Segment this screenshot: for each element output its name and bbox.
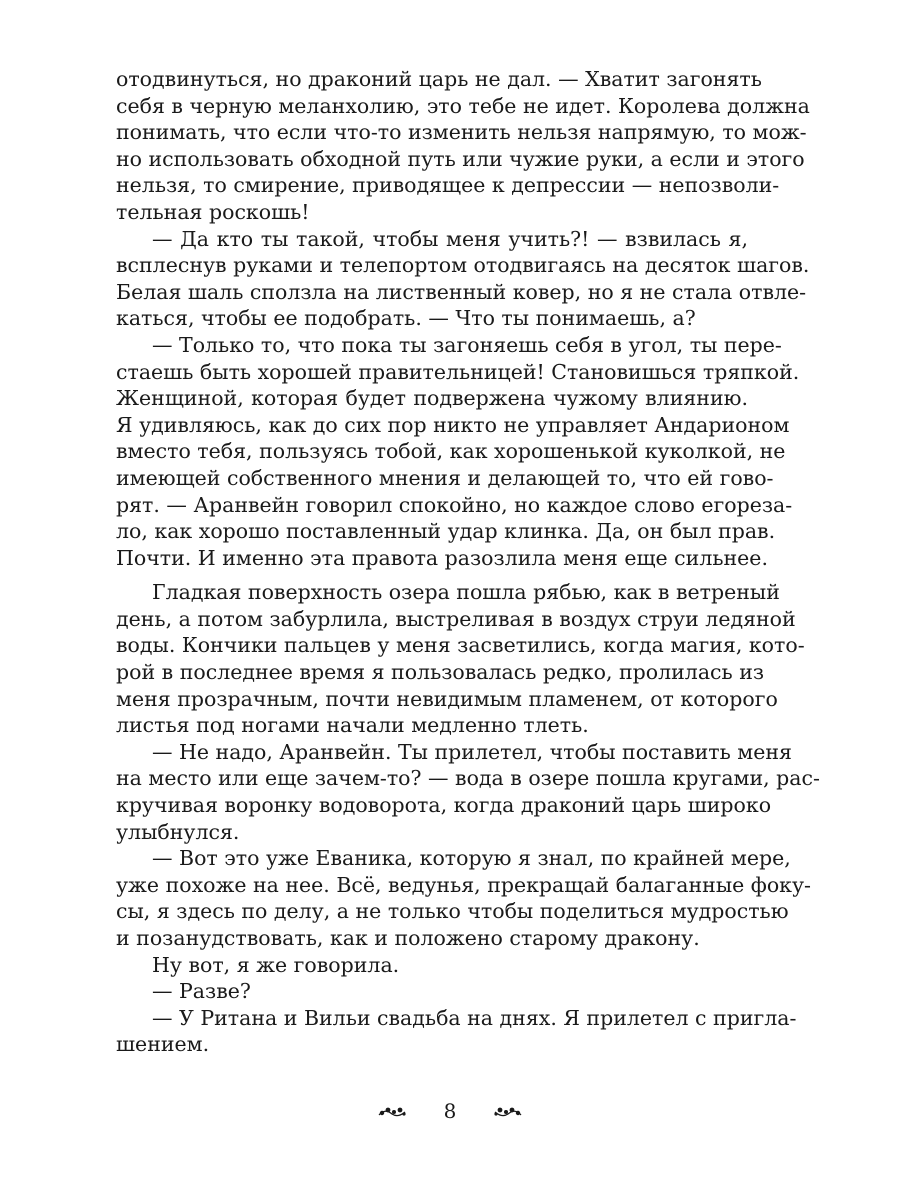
text-line: — Да кто ты такой, чтобы меня учить?! — взвилась я, — [152, 226, 748, 251]
text-line: Почти. И именно эта правота разозлила меня еще сильнее. — [116, 545, 768, 570]
text-line: листья под ногами начали медленно тлеть. — [116, 713, 589, 738]
text-line: меня прозрачным, почти невидимым пламенем, от которого — [116, 686, 778, 711]
text-line: — Не надо, Аранвейн. Ты прилетел, чтобы поставить меня — [152, 739, 792, 764]
text-line: рой в последнее время я пользовалась редко, пролилась из — [116, 660, 765, 685]
text-line: Я удивляюсь, как до сих пор никто не управляет Андарионом — [116, 412, 790, 437]
text-line: каться, чтобы ее подобрать. — Что ты понимаешь, а? — [116, 306, 696, 331]
text-line: и позанудствовать, как и положено старому дракону. — [116, 926, 700, 950]
text-line: — Разве? — [152, 979, 251, 1004]
text-line: — Вот это уже Еваника, которую я знал, по крайней мере, — [152, 846, 791, 871]
text-line: тельная роскошь! — [116, 199, 310, 224]
text-line: ло, как хорошо поставленный удар клинка. Да, он был прав. — [116, 519, 776, 544]
text-line: нельзя, то смирение, приводящее к депрессии — непозволи- — [116, 173, 780, 198]
text-line: уже похоже на нее. Всё, ведунья, прекращай балаганные фоку- — [116, 872, 811, 897]
text-line: кручивая воронку водоворота, когда драконий царь широко — [116, 793, 772, 818]
text-line: шением. — [116, 1032, 210, 1057]
page-number: 8 — [443, 1098, 457, 1123]
text-line: на место или еще зачем-то? — вода в озере пошла кругами, рас- — [116, 766, 820, 791]
text-line: — У Ритана и Вильи свадьба на днях. Я прилетел с пригла- — [152, 1005, 797, 1030]
text-line: понимать, что если что-то изменить нельзя напрямую, то мож- — [116, 120, 807, 145]
text-line: улыбнулся. — [116, 819, 240, 844]
text-line: имеющей собственного мнения и делающей то, что ей гово- — [116, 465, 774, 490]
text-line: — Только то, что пока ты загоняешь себя в угол, ты пере- — [152, 332, 782, 357]
floral-ornament-right-icon — [493, 1104, 523, 1118]
text-line: Женщиной, которая будет подвержена чужому влиянию. — [116, 386, 748, 411]
text-line: день, а потом забурлила, выстреливая в воздух струи ледяной — [116, 606, 796, 631]
text-line: но использовать обходной путь или чужие руки, а если и этого — [116, 146, 805, 171]
text-line: отодвинуться, но драконий царь не дал. — Хватит загонять — [116, 67, 762, 91]
text-line: всплеснув руками и телепортом отодвигаясь на десяток шагов. — [116, 253, 810, 278]
text-line: стаешь быть хорошей правительницей! Становишься тряпкой. — [116, 359, 800, 384]
text-line: себя в черную меланхолию, это тебе не идет. Королева должна — [116, 93, 810, 118]
floral-ornament-left-icon — [377, 1104, 407, 1118]
text-line: Ну вот, я же говорила. — [152, 952, 400, 977]
page-footer — [0, 1094, 900, 1124]
book-page-text — [116, 66, 820, 1058]
text-line: Гладкая поверхность озера пошла рябью, как в ветреный — [152, 580, 780, 605]
text-line: вместо тебя, пользуясь тобой, как хорошенькой куколкой, не — [116, 439, 786, 464]
text-line: рят. — Аранвейн говорил спокойно, но каждое слово егореза- — [116, 492, 793, 517]
text-line: Белая шаль сползла на лиственный ковер, но я не стала отвле- — [116, 279, 807, 304]
text-line: сы, я здесь по делу, а не только чтобы поделиться мудростью — [116, 899, 789, 924]
text-line: воды. Кончики пальцев у меня засветились, когда магия, кото- — [116, 633, 805, 658]
